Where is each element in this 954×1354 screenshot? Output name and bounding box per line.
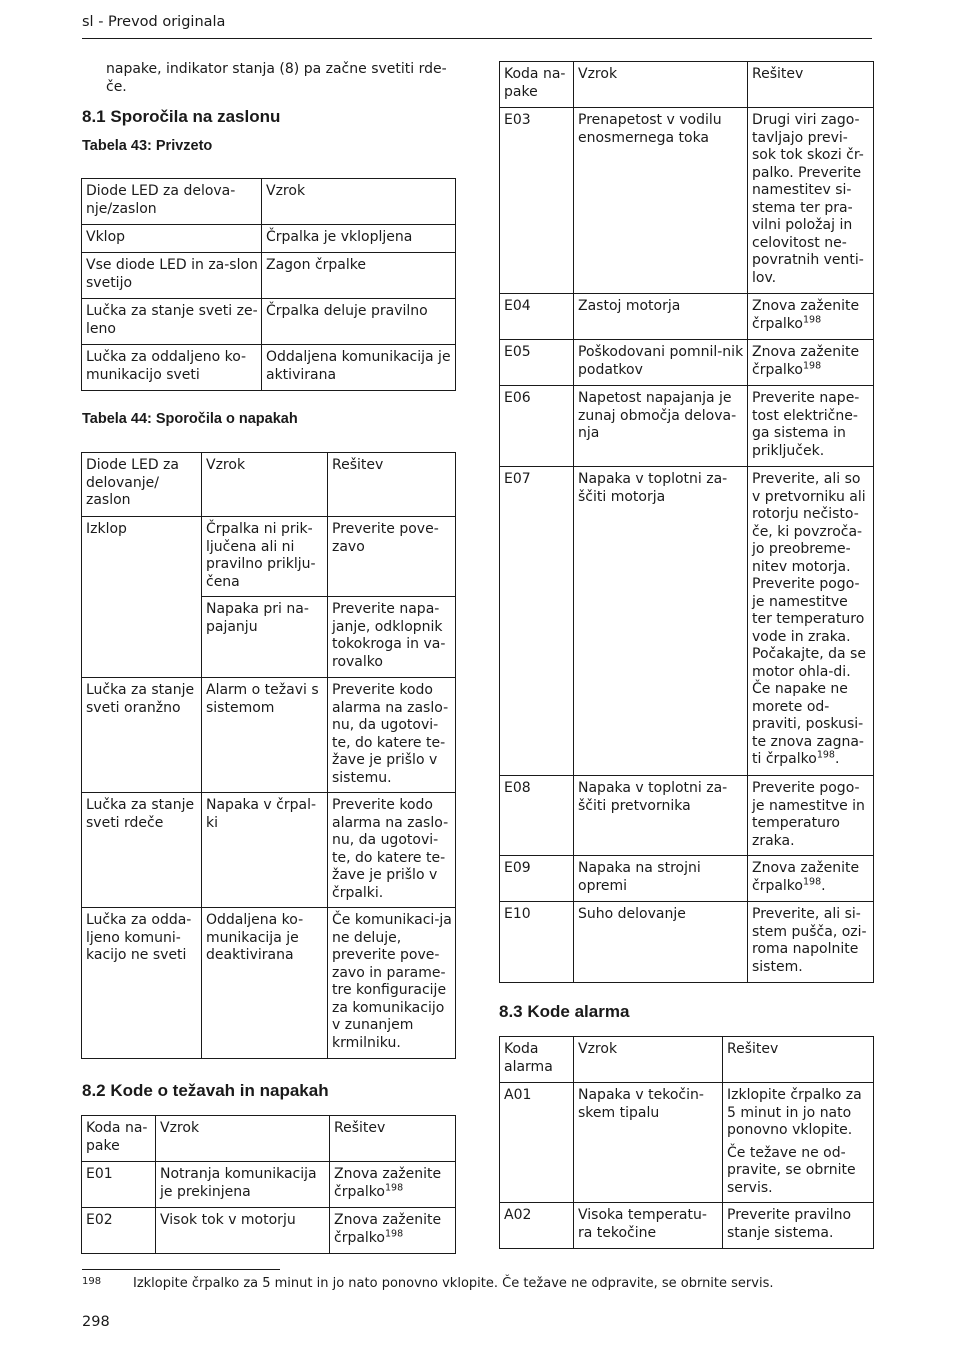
- intro-text: napake, indikator stanja (8) pa začne svetiti rde-če.: [106, 61, 447, 95]
- err-solution: Znova zaženite črpalko$^{198}$: [330, 1162, 456, 1208]
- footnote-ref: 198: [384, 1181, 404, 1193]
- table-44-caption: Tabela 44: Sporočila o napakah: [82, 411, 298, 427]
- t44-cell: Preverite napa-janje, odklopnik tokokroga in va-rovalko: [328, 597, 456, 678]
- err-cause: Prenapetost v vodilu enosmernega toka: [574, 108, 748, 294]
- err-header-cause: Vzrok: [156, 1116, 330, 1162]
- page-header: sl - Prevod originala: [82, 14, 226, 30]
- t44-cell: Alarm o težavi s sistemom: [202, 678, 328, 793]
- err-header-solution: Rešitev: [748, 62, 874, 108]
- t44-cell: Lučka za stanje sveti rdeče: [82, 793, 202, 908]
- footnote-ref: 198: [802, 313, 822, 325]
- t44-cell: Napaka pri na-pajanju: [202, 597, 328, 678]
- alarm-header-solution: Rešitev: [723, 1037, 874, 1083]
- table-alarm-codes: [499, 1036, 874, 1249]
- t43-cell: Črpalka deluje pravilno: [262, 299, 456, 345]
- err-cause: Visok tok v motorju: [156, 1208, 330, 1254]
- section-8-3-title: 8.3 Kode alarma: [499, 1002, 630, 1021]
- t44-cell: Lučka za stanje sveti oranžno: [82, 678, 202, 793]
- t44-header-solution: Rešitev: [328, 453, 456, 517]
- err-cause: Napaka na strojni opremi: [574, 856, 748, 902]
- err-cause: Poškodovani pomnil-nik podatkov: [574, 340, 748, 386]
- t43-cell: Vklop: [82, 225, 262, 253]
- err-header-code: Koda na-pake: [500, 62, 574, 108]
- err-code: E10: [500, 902, 574, 983]
- err-solution: Znova zaženite črpalko$^{198}$.: [748, 856, 874, 902]
- alarm-code: A02: [500, 1203, 574, 1249]
- err-solution: Preverite, ali si-stem pušča, ozi-roma napolnite sistem.: [748, 902, 874, 983]
- t43-cell: Oddaljena komunikacija je aktivirana: [262, 345, 456, 391]
- t44-cell: Lučka za odda-ljeno komuni-kacijo ne sveti: [82, 908, 202, 1059]
- footnote-rule: [82, 1269, 280, 1270]
- table-error-codes-right: [499, 61, 874, 983]
- err-cause: Zastoj motorja: [574, 294, 748, 340]
- err-code: E02: [82, 1208, 156, 1254]
- err-code: E05: [500, 340, 574, 386]
- t44-cell: Preverite kodo alarma na zaslo-nu, da ugotovi-te, do katere te-žave je prišlo v črpalki.: [328, 793, 456, 908]
- alarm-cause: Napaka v tekočin-skem tipalu: [574, 1083, 723, 1203]
- err-solution: Drugi viri zago-tavljajo previ-sok tok skozi čr-palko. Preverite namestitev si-stema ter pra-vilni položaj in celovitost ne-povratnih venti-lov.: [748, 108, 874, 294]
- t43-cell: Lučka za stanje sveti ze-leno: [82, 299, 262, 345]
- err-code: E07: [500, 467, 574, 776]
- section-8-2-title: 8.2 Kode o težavah in napakah: [82, 1081, 329, 1100]
- t43-cell: Zagon črpalke: [262, 253, 456, 299]
- t44-cell: Preverite kodo alarma na zaslo-nu, da ugotovi-te, do katere te-žave je prišlo v sistemu.: [328, 678, 456, 793]
- err-cause: Suho delovanje: [574, 902, 748, 983]
- t44-cell: Preverite pove-zavo: [328, 517, 456, 597]
- t44-header-led: Diode LED za delovanje/ zaslon: [82, 453, 202, 517]
- t43-cell: Črpalka je vklopljena: [262, 225, 456, 253]
- alarm-header-code: Koda alarma: [500, 1037, 574, 1083]
- err-solution: Preverite nape-tost električne-ga sistema in priključek.: [748, 386, 874, 467]
- err-solution: Preverite, ali so v pretvorniku ali rotorju nečisto-če, ki povzroča-jo preobreme-nitev motorja. Preverite pogo-je namestitve ter temperaturo vode in zraka. Počakajte, da se motor ohla-di. Če napake ne morete od-praviti, poskusi-te znova zagna-ti črpalko$^{198}$.: [748, 467, 874, 776]
- table-43: [81, 178, 456, 391]
- t44-cell: Črpalka ni prik-ljučena ali ni pravilno priklju-čena: [202, 517, 328, 597]
- err-solution: Znova zaženite črpalko$^{198}$: [748, 294, 874, 340]
- err-code: E03: [500, 108, 574, 294]
- t43-cell: Vse diode LED in za-slon svetijo: [82, 253, 262, 299]
- alarm-cause: Visoka temperatu-ra tekočine: [574, 1203, 723, 1249]
- err-code: E09: [500, 856, 574, 902]
- table-error-codes-left: [81, 1115, 456, 1254]
- footnote-ref: 198: [816, 749, 835, 761]
- section-8-1-title: 8.1 Sporočila na zaslonu: [82, 107, 281, 126]
- t43-cell: Lučka za oddaljeno ko-munikacijo sveti: [82, 345, 262, 391]
- err-cause: Napetost napajanja je zunaj območja delova-nja: [574, 386, 748, 467]
- header-rule: [82, 38, 872, 39]
- t44-header-cause: Vzrok: [202, 453, 328, 517]
- footnote-text: Izklopite črpalko za 5 minut in jo nato ponovno vklopite. Če težave ne odpravite, se obrnite servis.: [133, 1276, 774, 1291]
- page-number: 298: [82, 1314, 110, 1330]
- alarm-header-cause: Vzrok: [574, 1037, 723, 1083]
- footnote-ref: 198: [802, 359, 822, 371]
- t43-header-led: Diode LED za delova-nje/zaslon: [82, 179, 262, 225]
- err-cause: Napaka v toplotni za-ščiti pretvornika: [574, 776, 748, 856]
- t43-header-cause: Vzrok: [262, 179, 456, 225]
- table-44: [81, 452, 456, 1059]
- t44-cell: Če komunikaci-ja ne deluje, preverite pove-zavo in parame-tre konfiguracije za komunikacijo v zunanjem krmilniku.: [328, 908, 456, 1059]
- err-code: E06: [500, 386, 574, 467]
- alarm-code: A01: [500, 1083, 574, 1203]
- alarm-solution: Izklopite črpalko za 5 minut in jo nato ponovno vklopite. Če težave ne od-pravite, se obrnite servis.: [723, 1083, 874, 1203]
- err-code: E08: [500, 776, 574, 856]
- err-solution: Znova zaženite črpalko$^{198}$: [748, 340, 874, 386]
- err-solution: Preverite pogo-je namestitve in temperaturo zraka.: [748, 776, 874, 856]
- err-header-cause: Vzrok: [574, 62, 748, 108]
- alarm-solution: Preverite pravilno stanje sistema.: [723, 1203, 874, 1249]
- err-header-solution: Rešitev: [330, 1116, 456, 1162]
- t44-cell: Napaka v črpal-ki: [202, 793, 328, 908]
- err-cause: Napaka v toplotni za-ščiti motorja: [574, 467, 748, 776]
- footnote-ref: 198: [802, 875, 822, 887]
- err-cause: Notranja komunikacija je prekinjena: [156, 1162, 330, 1208]
- err-code: E04: [500, 294, 574, 340]
- err-header-code: Koda na-pake: [82, 1116, 156, 1162]
- err-code: E01: [82, 1162, 156, 1208]
- t44-cell: Izklop: [82, 517, 202, 678]
- err-solution: Znova zaženite črpalko$^{198}$: [330, 1208, 456, 1254]
- footnote-ref: 198: [384, 1227, 404, 1239]
- footnote-number: 198: [82, 1276, 102, 1287]
- t44-cell: Oddaljena ko-munikacija je deaktivirana: [202, 908, 328, 1059]
- table-43-caption: Tabela 43: Privzeto: [82, 138, 213, 154]
